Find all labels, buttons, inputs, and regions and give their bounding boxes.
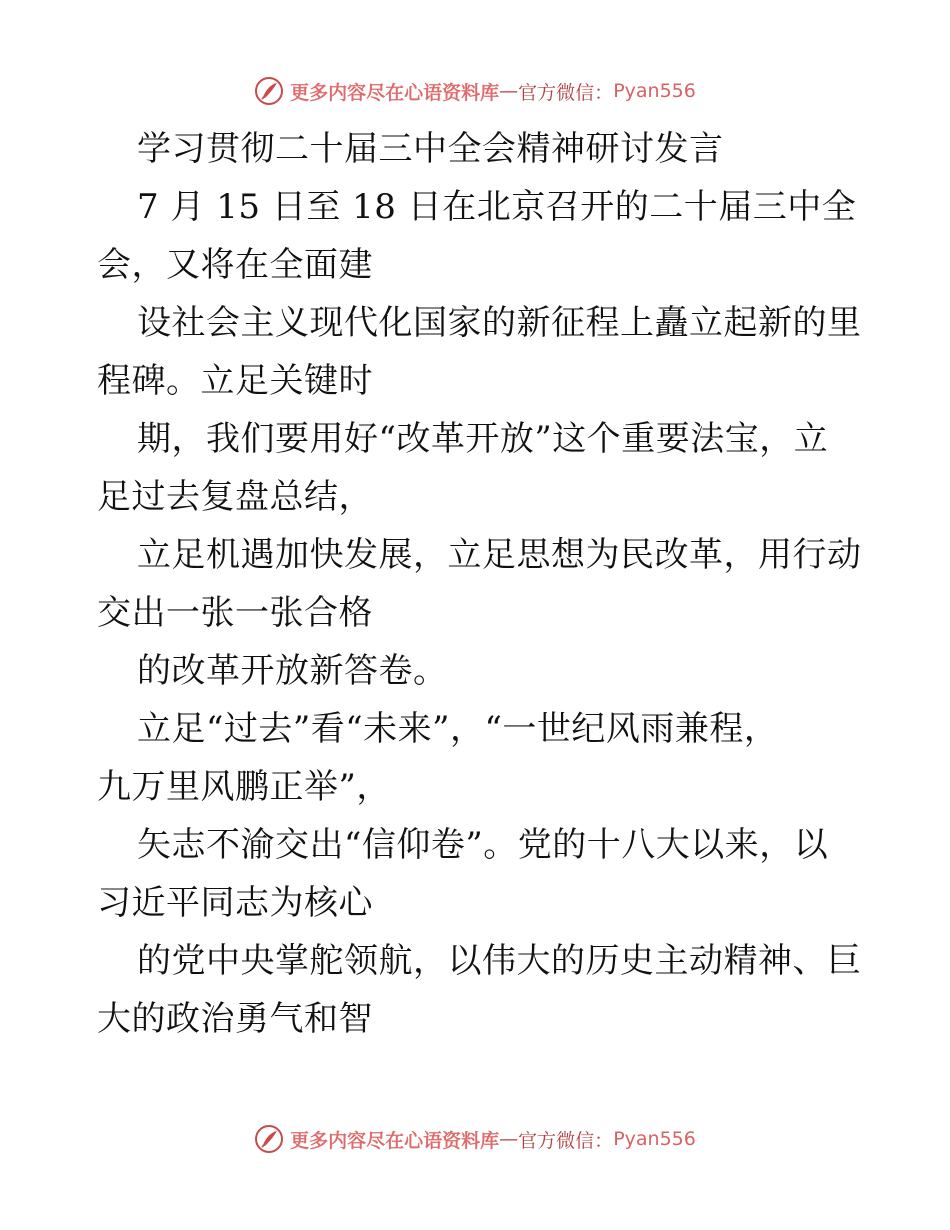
text-line: 交出一张一张合格 xyxy=(97,593,373,633)
text-line: 九万里风鹏正举”， xyxy=(97,767,391,807)
document-title: 学习贯彻二十届三中全会精神研讨发言 xyxy=(137,129,724,169)
text-line: 7 月 15 日至 18 日在北京召开的二十届三中全 xyxy=(137,187,857,227)
text-line: 设社会主义现代化国家的新征程上矗立起新的里 xyxy=(137,303,862,343)
watermark-separator: — xyxy=(499,80,519,102)
watermark-separator: — xyxy=(499,1128,519,1150)
watermark-id: Pyan556 xyxy=(613,80,696,102)
text-line: 会，又将在全面建 xyxy=(97,245,373,285)
text-line: 程碑。立足关键时 xyxy=(97,361,373,401)
watermark-label: 官方微信： xyxy=(518,81,614,104)
text-line: 习近平同志为核心 xyxy=(97,883,373,923)
watermark-main-text: 更多内容尽在心语资料库 xyxy=(290,81,500,104)
text-line: 的党中央掌舵领航，以伟大的历史主动精神、巨 xyxy=(137,941,862,981)
header-watermark xyxy=(0,71,950,111)
text-line: 立足“过去”看“未来”，“一世纪风雨兼程， xyxy=(137,709,779,749)
text-line: 的改革开放新答卷。 xyxy=(137,651,448,691)
watermark-main-text: 更多内容尽在心语资料库 xyxy=(290,1129,500,1152)
text-line: 足过去复盘总结， xyxy=(97,477,373,517)
text-line: 矢志不渝交出“信仰卷”。党的十八大以来，以 xyxy=(137,825,829,865)
footer-watermark xyxy=(0,1119,950,1159)
text-line: 大的政治勇气和智 xyxy=(97,999,373,1039)
watermark-id: Pyan556 xyxy=(613,1128,696,1150)
document-body xyxy=(97,120,862,1048)
quill-logo-icon xyxy=(254,76,284,106)
watermark-label: 官方微信： xyxy=(518,1129,614,1152)
text-line: 期，我们要用好“改革开放”这个重要法宝，立 xyxy=(137,419,829,459)
text-line: 立足机遇加快发展，立足思想为民改革，用行动 xyxy=(137,535,862,575)
quill-logo-icon xyxy=(254,1124,284,1154)
